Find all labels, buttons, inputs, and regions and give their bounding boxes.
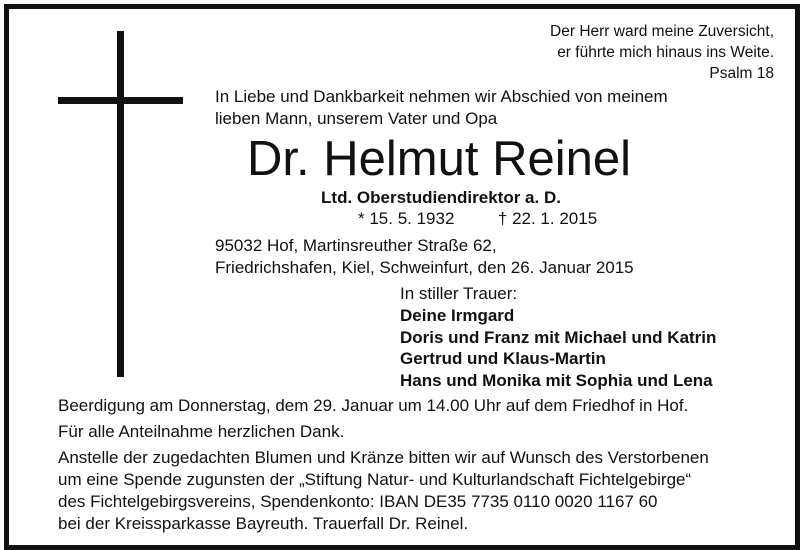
donation-line-2: um eine Spende zugunsten der „Stiftung Natur- und Kulturlandschaft Fichtelgebirge“	[58, 470, 692, 489]
funeral-notice	[58, 395, 709, 535]
verse-reference: Psalm 18	[709, 65, 774, 82]
family-list	[400, 305, 716, 391]
verse-line-2: er führte mich hinaus ins Weite.	[557, 44, 774, 61]
mourning-label: In stiller Trauer:	[400, 284, 518, 303]
family-member: Gertrud und Klaus-Martin	[400, 349, 606, 368]
donation-line-3: des Fichtelgebirgsvereins, Spendenkonto: IBAN DE35 7735 0110 0020 1167 60	[58, 492, 658, 511]
death-date: † 22. 1. 2015	[497, 209, 598, 228]
address-line-1: 95032 Hof, Martinsreuther Straße 62,	[215, 236, 497, 255]
family-member: Doris und Franz mit Michael und Katrin	[400, 327, 717, 347]
deceased-title: Ltd. Oberstudiendirektor a. D.	[321, 188, 561, 207]
cross-icon-horizontal	[58, 97, 183, 104]
intro-line-1: In Liebe und Dankbarkeit nehmen wir Abschied von meinem	[215, 87, 668, 106]
address-line-2: Friedrichshafen, Kiel, Schweinfurt, den 26. Januar 2015	[215, 258, 634, 277]
bible-verse	[550, 21, 774, 84]
address-block	[215, 235, 634, 279]
deceased-name: Dr. Helmut Reinel	[247, 132, 631, 186]
thanks-text: Für alle Anteilnahme herzlichen Dank.	[58, 422, 345, 441]
life-dates	[358, 208, 597, 230]
verse-line-1: Der Herr ward meine Zuversicht,	[550, 23, 774, 40]
intro-line-2: lieben Mann, unserem Vater und Opa	[215, 109, 498, 128]
funeral-info: Beerdigung am Donnerstag, dem 29. Januar um 14.00 Uhr auf dem Friedhof in Hof.	[58, 396, 689, 415]
family-member: Hans und Monika mit Sophia und Lena	[400, 370, 713, 390]
donation-line-4: bei der Kreissparkasse Bayreuth. Trauerfall Dr. Reinel.	[58, 514, 469, 533]
intro-text	[215, 86, 668, 130]
birth-date: * 15. 5. 1932	[358, 209, 455, 228]
family-member: Deine Irmgard	[400, 306, 515, 325]
donation-line-1: Anstelle der zugedachten Blumen und Kränze bitten wir auf Wunsch des Verstorbenen	[58, 448, 709, 467]
